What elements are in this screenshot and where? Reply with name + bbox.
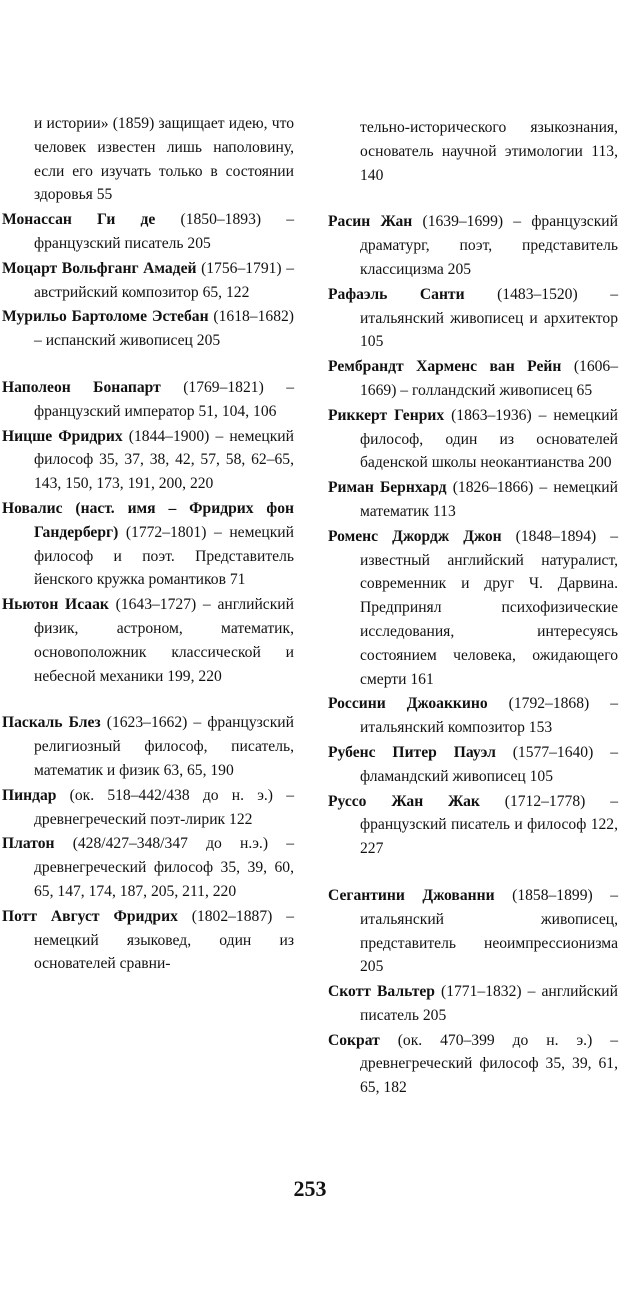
- index-entry: [2, 376, 294, 424]
- entry-name: Пиндар: [2, 786, 57, 804]
- entry-name: Мурильо Бартоломе Эстебан: [2, 308, 209, 326]
- index-entry: [2, 905, 294, 976]
- entry-text: тельно-исторического языкознания, основатель научной этимологии 113, 140: [360, 119, 618, 184]
- index-entry: [2, 593, 294, 688]
- entry-name: Сократ: [328, 1031, 380, 1049]
- letter-group-gap: [2, 689, 294, 711]
- index-entry: [328, 1029, 618, 1100]
- entry-name: Скотт Вальтер: [328, 983, 435, 1001]
- index-entry: [328, 476, 618, 524]
- entry-text: (1848–1894) – известный английский натуралист, современник и друг Ч. Дарвина. Предпринял психофизические исследования, интересуясь состоянием человека, ожидающего смерти 161: [360, 527, 619, 688]
- entry-text: (1772–1801) – немецкий философ и поэт. Представитель йенского кружка романтиков 71: [34, 523, 294, 589]
- entry-text: (1756–1791) – австрийский композитор 65, 122: [34, 259, 295, 301]
- index-entry-continuation: [2, 112, 294, 207]
- entry-text: (1606–1669) – голландский живописец 65: [360, 358, 619, 399]
- entry-text: (ок. 518–442/438 до н. э.) – древнегреческий поэт-лирик 122: [34, 786, 294, 828]
- entry-text: (1826–1866) – немецкий математик 113: [360, 479, 618, 520]
- entry-text: (1844–1900) – немецкий философ 35, 37, 38, 42, 57, 58, 62–65, 143, 150, 173, 191, 200, 220: [34, 427, 295, 493]
- letter-group-gap: [2, 354, 294, 376]
- entry-text: (1769–1821) – французский император 51, 104, 106: [34, 378, 294, 420]
- index-column-right: [328, 116, 618, 1101]
- entry-text: (1792–1868) – итальянский композитор 153: [360, 695, 618, 737]
- letter-group-gap: [328, 862, 618, 884]
- entry-name: Роменс Джордж Джон: [328, 527, 502, 545]
- entry-name: Риман Бернхард: [328, 479, 447, 497]
- entry-name: Ницше Фридрих: [2, 427, 123, 445]
- index-entry: [328, 741, 618, 789]
- entry-text: (1618–1682) – испанский живописец 205: [34, 308, 294, 350]
- entry-name: Монассан Ги де: [2, 211, 156, 229]
- entry-name: Ньютон Исаак: [2, 596, 109, 614]
- index-entry: [328, 980, 618, 1028]
- entry-text: (1771–1832) – английский писатель 205: [360, 983, 618, 1024]
- entry-text: (1623–1662) – французский религиозный философ, писатель, математик и физик 63, 65, 190: [34, 714, 294, 779]
- entry-name: Расин Жан: [328, 213, 413, 231]
- entry-text: (1483–1520) – итальянский живописец и архитектор 105: [360, 285, 618, 351]
- entry-text: (1850–1893) – французский писатель 205: [34, 211, 295, 252]
- index-entry: [2, 305, 294, 353]
- entry-name: Риккерт Генрих: [328, 406, 445, 424]
- index-entry: [2, 832, 294, 903]
- entry-text: (1863–1936) – немецкий философ, один из основателей баденской школы неокантианства 200: [360, 406, 618, 472]
- entry-text: (1577–1640) – фламандский живописец 105: [360, 743, 618, 785]
- letter-group-gap: [328, 188, 618, 210]
- entry-text: (1639–1699) – французский драматург, поэт, представитель классицизма 205: [360, 213, 618, 278]
- index-entry: [328, 404, 618, 475]
- entry-text: (1643–1727) – английский физик, астроном, математик, основоположник классической и небесной механики 199, 220: [34, 596, 294, 685]
- entry-name: Платон: [2, 835, 55, 853]
- page-number: 253: [293, 1176, 327, 1201]
- index-entry: [328, 884, 618, 979]
- index-entry: [328, 525, 618, 692]
- entry-text: и истории» (1859) защищает идею, что человек известен лишь наполовину, если его изучать только в состоянии здоровья 55: [34, 115, 294, 204]
- index-entry: [328, 790, 618, 861]
- index-entry: [2, 711, 294, 782]
- entry-name: Паскаль Блез: [2, 714, 101, 732]
- index-entry: [328, 210, 618, 281]
- index-entry-continuation: [328, 116, 618, 187]
- index-entry: [2, 208, 294, 256]
- index-entry: [2, 257, 294, 305]
- entry-text: (428/427–348/347 до н.э.) – древнегреческий философ 35, 39, 60, 65, 147, 174, 187, 205, 211, 220: [34, 835, 294, 900]
- entry-name: Новалис (наст. имя – Фридрих фон Гандерберг): [2, 499, 294, 541]
- entry-text: (ок. 470–399 до н. э.) – древнегреческий философ 35, 39, 61, 65, 182: [360, 1031, 618, 1097]
- index-entry: [2, 425, 294, 496]
- entry-text: (1802–1887) – немецкий языковед, один из основателей сравни-: [34, 907, 294, 973]
- entry-name: Рафаэль Санти: [328, 285, 465, 303]
- entry-name: Сегантини Джованни: [328, 886, 495, 904]
- entry-name: Рубенс Питер Пауэл: [328, 743, 496, 761]
- index-column-left: [2, 112, 294, 977]
- index-entry: [2, 784, 294, 832]
- entry-text: (1712–1778) – французский писатель и философ 122, 227: [360, 792, 618, 858]
- index-entry: [328, 283, 618, 354]
- index-entry: [2, 497, 294, 592]
- index-entry: [328, 692, 618, 740]
- entry-name: Наполеон Бонапарт: [2, 378, 161, 396]
- entry-name: Россини Джоаккино: [328, 695, 488, 713]
- entry-text: (1858–1899) – итальянский живописец, представитель неоимпрессионизма 205: [360, 886, 619, 976]
- index-entry: [328, 355, 618, 403]
- entry-name: Моцарт Вольфганг Амадей: [2, 259, 197, 277]
- entry-name: Руссо Жан Жак: [328, 792, 480, 810]
- entry-name: Рембрандт Харменс ван Рейн: [328, 358, 562, 376]
- entry-name: Потт Август Фридрих: [2, 907, 178, 925]
